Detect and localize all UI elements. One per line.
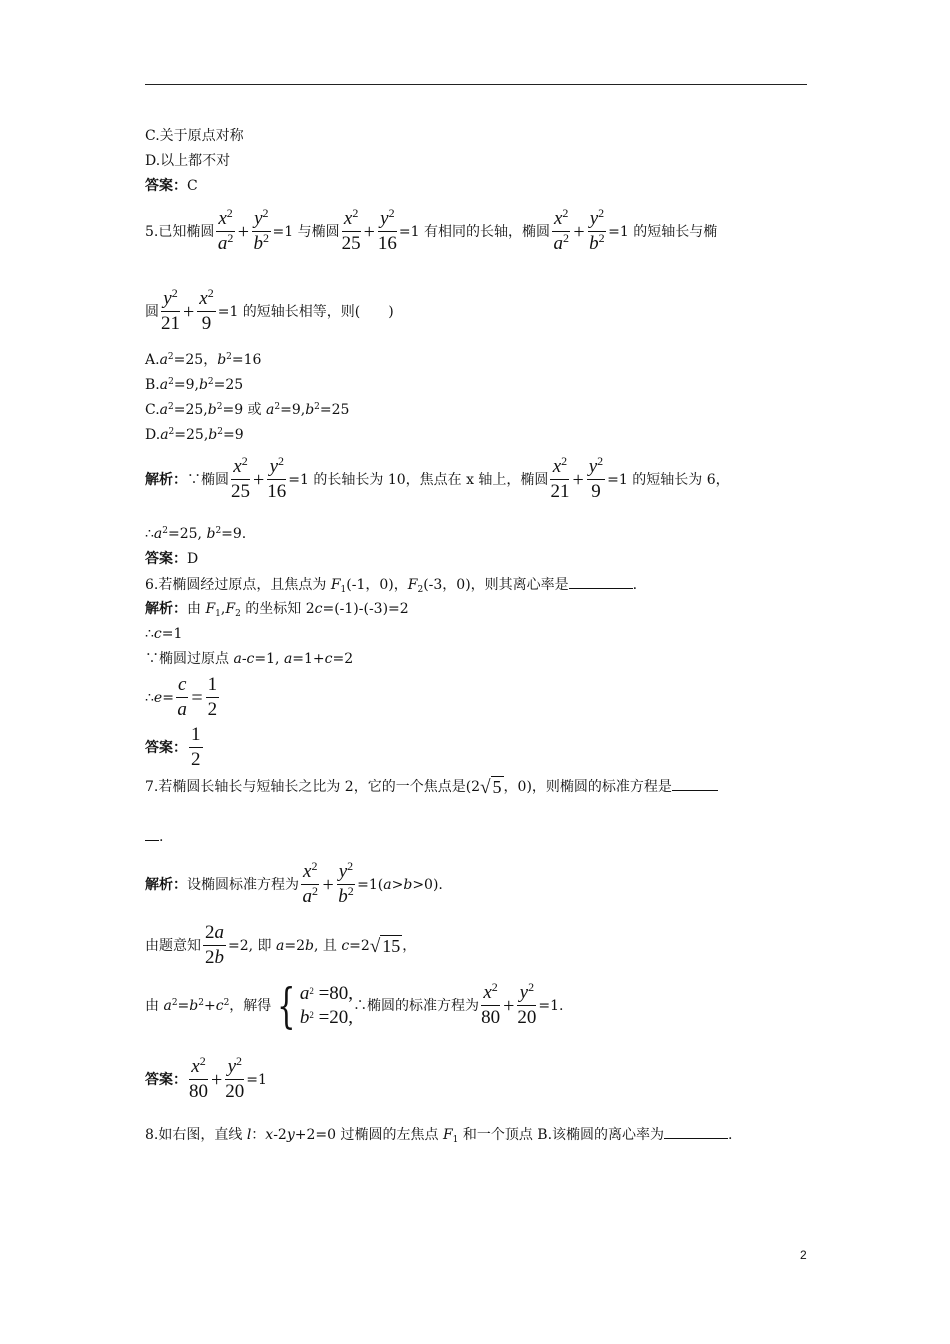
q4-option-d: D.以上都不对	[145, 153, 231, 169]
q5-option-a: $A.a^2=25$，$b^2=16$	[145, 352, 262, 368]
fraction-x2-25: $\frac{x^2}{25}$	[341, 206, 361, 254]
q7-answer: 答案： $\frac{x^2}{80}$ + $\frac{y^2}{20}$ =1	[145, 1054, 267, 1102]
q6-stem: 6.若椭圆经过原点，且焦点为 $F_1(-1$，0)，$F_2(-3$，0)，则其离心率是 .	[145, 574, 637, 595]
q4-option-c: C.关于原点对称	[145, 128, 244, 144]
sqrt-15: √ 15	[369, 935, 401, 957]
fraction-y2-16: $\frac{y^2}{16}$	[377, 206, 397, 254]
q7-stem-line2: .	[145, 826, 163, 847]
q6-answer: 答案： $\frac{1}{2}$	[145, 724, 201, 770]
q8-stem: 8.如右图，直线 l：x-2y+2=0 过椭圆的左焦点 $F_1$ 和一个顶点 B.该椭圆的离心率为 .	[145, 1124, 733, 1145]
fraction-y2-21: $\frac{y^2}{21}$	[161, 286, 180, 334]
q6-solution-line3: ∵椭圆过原点 a-c=1, a=1+c=2	[145, 651, 354, 667]
q7-solution-line1: 解析：设椭圆标准方程为 $\frac{x^2}{a^2}$ + $\frac{y^2}{b^2}$ =1(a>b>0).	[145, 859, 443, 907]
q5-option-b: $B.a^2=9,b^2=25$	[145, 377, 244, 393]
q5-solution-line1: 解析：∵椭圆 $\frac{x^2}{25}$ + $\frac{y^2}{16}$ =1 的长轴长为 10，焦点在 x 轴上，椭圆 $\frac{x^2}{21}$ + $\frac{y^2}{9}$ =1 的短轴长为 6，	[145, 454, 730, 502]
q5-stem-line1: 5.已知椭圆 $\frac{x^2}{a^2}$ + $\frac{y^2}{b^2}$ =1 与椭圆 $\frac{x^2}{25}$ + $\frac{y^2}{16}$ =1 有相同的长轴，椭圆 $\frac{x^2}{a^2}$ + $\frac{y^2}{b^2}$ =1 的短轴长与椭	[145, 206, 718, 254]
q5-stem-line2: 圆 $\frac{y^2}{21}$ + $\frac{x^2}{9}$ =1 的短轴长相等，则( )	[145, 286, 394, 334]
q5-option-c: $C.a^2=25,b^2=9$ 或 $a^2=9,b^2=25$	[145, 402, 350, 418]
q4-answer: 答案：C	[145, 178, 198, 194]
fraction-x2-9: $\frac{x^2}{9}$	[199, 286, 214, 334]
q5-solution-line2: $\therefore a^2=25$, $b^2=9$.	[145, 526, 247, 542]
fraction-y2-b2: $\frac{y^2}{b^2}$	[253, 206, 270, 254]
q6-solution-line4: ∴e= $\frac{c}{a}$ = $\frac{1}{2}$	[145, 674, 218, 720]
q7-solution-line3: 由 $a^2=b^2+c^2$，解得 { $a^2 =80$, $b^2 =20$, ∴椭圆的标准方程为 $\frac{x^2}{80}$ + $\frac{y^2}{20}$ =1.	[145, 978, 564, 1034]
q6-solution-line2: ∴c=1	[145, 626, 183, 642]
sqrt-5: √ 5	[480, 776, 502, 798]
q7-stem-line1: 7.若椭圆长轴长与短轴长之比为 2，它的一个焦点是(2√ 5 ，0)，则椭圆的标准方程是	[145, 776, 718, 798]
q5-answer: 答案：D	[145, 551, 199, 567]
page-number: 2	[800, 1248, 807, 1262]
q6-solution-line1: 解析：由 $F_1,F_2$ 的坐标知 2c=(-1)-(-3)=2	[145, 601, 409, 619]
q5-option-d: $D.a^2=25,b^2=9$	[145, 427, 244, 443]
fraction-x2-a2: $\frac{x^2}{a^2}$	[217, 206, 234, 254]
q7-solution-line2: 由题意知 $\frac{2a}{2b}$ =2, 即 a=2b, 且 c=2√ 15 ，	[145, 922, 417, 968]
equation-system: { $a^2 =80$, $b^2 =20$,	[277, 978, 354, 1034]
header-rule	[145, 84, 807, 85]
